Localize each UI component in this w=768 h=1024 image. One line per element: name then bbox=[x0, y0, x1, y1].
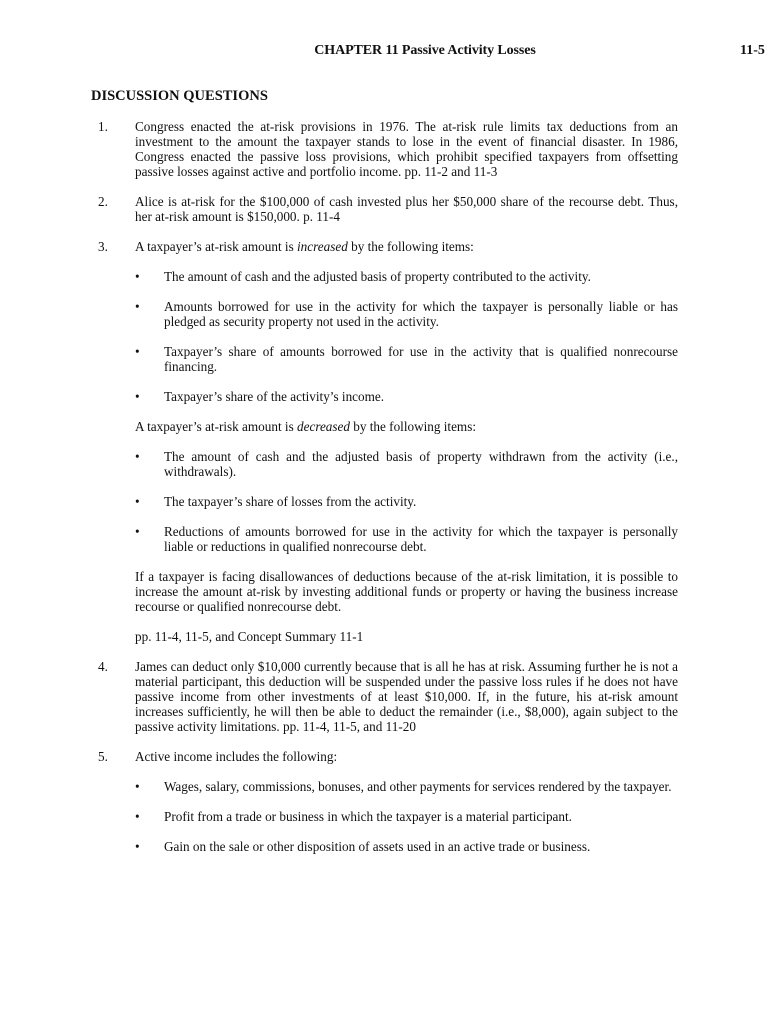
list-item: • Taxpayer’s share of amounts borrowed for use in the activity that is qualified nonrecourse financing. bbox=[135, 344, 678, 374]
question-number: 4. bbox=[98, 659, 108, 674]
list-item: • Amounts borrowed for use in the activity for which the taxpayer is personally liable or has pledged as security property not used in the activity. bbox=[135, 299, 678, 329]
increase-intro: A taxpayer’s at-risk amount is increased by the following items: bbox=[135, 239, 474, 254]
list-item: • Taxpayer’s share of the activity’s income. bbox=[135, 389, 385, 404]
decrease-list bbox=[135, 449, 678, 554]
question-number: 1. bbox=[98, 119, 108, 134]
active-income-intro: Active income includes the following: bbox=[135, 749, 338, 764]
page-reference: pp. 11-4, 11-5, and Concept Summary 11-1 bbox=[135, 629, 364, 644]
question-number: 2. bbox=[98, 194, 108, 209]
question-number: 3. bbox=[98, 239, 108, 254]
bullet-icon: • bbox=[135, 449, 140, 464]
bullet-icon: • bbox=[135, 494, 140, 509]
increase-list bbox=[135, 269, 678, 404]
bullet-icon: • bbox=[135, 269, 140, 284]
question-body bbox=[135, 239, 678, 644]
question-text: James can deduct only $10,000 currently because that is all he has at risk. Assuming further he is not a material participant, this deduction will be suspended under the passive loss rules if he does not have passive income from other investments of at least $10,000. If, in the future, his at-risk amount increases sufficiently, he will then be able to deduct the remainder (i.e., $8,000), again subject to the passive activity limitations. pp. 11-4, 11-5, and 11-20 bbox=[135, 659, 678, 734]
list-item: • The taxpayer’s share of losses from the activity. bbox=[135, 494, 417, 509]
bullet-icon: • bbox=[135, 524, 140, 539]
bullet-icon: • bbox=[135, 839, 140, 854]
question-number: 5. bbox=[98, 749, 108, 764]
list-item: • The amount of cash and the adjusted basis of property contributed to the activity. bbox=[135, 269, 591, 284]
question-body bbox=[135, 749, 678, 854]
questions-list bbox=[0, 119, 768, 869]
question-text: Alice is at-risk for the $100,000 of cash invested plus her $50,000 share of the recourse debt. Thus, her at-risk amount is $150,000. p. 11-4 bbox=[135, 194, 678, 224]
closing-paragraph: If a taxpayer is facing disallowances of deductions because of the at-risk limitation, it is possible to increase the amount at-risk by investing additional funds or property or having the business increase recourse or qualified nonrecourse debt. bbox=[135, 569, 678, 614]
list-item: • The amount of cash and the adjusted basis of property withdrawn from the activity (i.e., withdrawals). bbox=[135, 449, 678, 479]
bullet-icon: • bbox=[135, 779, 140, 794]
question-3 bbox=[0, 239, 768, 644]
bullet-icon: • bbox=[135, 299, 140, 314]
active-income-list bbox=[135, 779, 678, 854]
chapter-title: CHAPTER 11 Passive Activity Losses bbox=[314, 43, 536, 58]
list-item: • Wages, salary, commissions, bonuses, and other payments for services rendered by the taxpayer. bbox=[135, 779, 672, 794]
section-title: DISCUSSION QUESTIONS bbox=[91, 88, 268, 104]
page-number: 11-5 bbox=[740, 43, 765, 58]
question-2 bbox=[0, 194, 768, 224]
list-item: • Profit from a trade or business in which the taxpayer is a material participant. bbox=[135, 809, 572, 824]
question-5 bbox=[0, 749, 768, 854]
list-item: • Reductions of amounts borrowed for use in the activity for which the taxpayer is personally liable or reductions in qualified nonrecourse debt. bbox=[135, 524, 678, 554]
question-4 bbox=[0, 659, 768, 734]
list-item: • Gain on the sale or other disposition of assets used in an active trade or business. bbox=[135, 839, 591, 854]
question-text: Congress enacted the at-risk provisions in 1976. The at-risk rule limits tax deductions from an investment to the amount the taxpayer stands to lose in the event of financial disaster. In 1986, Congress enacted the passive loss provisions, which prohibit specified taxpayers from offsetting passive losses against active and portfolio income. pp. 11-2 and 11-3 bbox=[135, 119, 678, 179]
question-1 bbox=[0, 119, 768, 179]
bullet-icon: • bbox=[135, 389, 140, 404]
decrease-intro: A taxpayer’s at-risk amount is decreased by the following items: bbox=[135, 419, 476, 434]
bullet-icon: • bbox=[135, 809, 140, 824]
bullet-icon: • bbox=[135, 344, 140, 359]
